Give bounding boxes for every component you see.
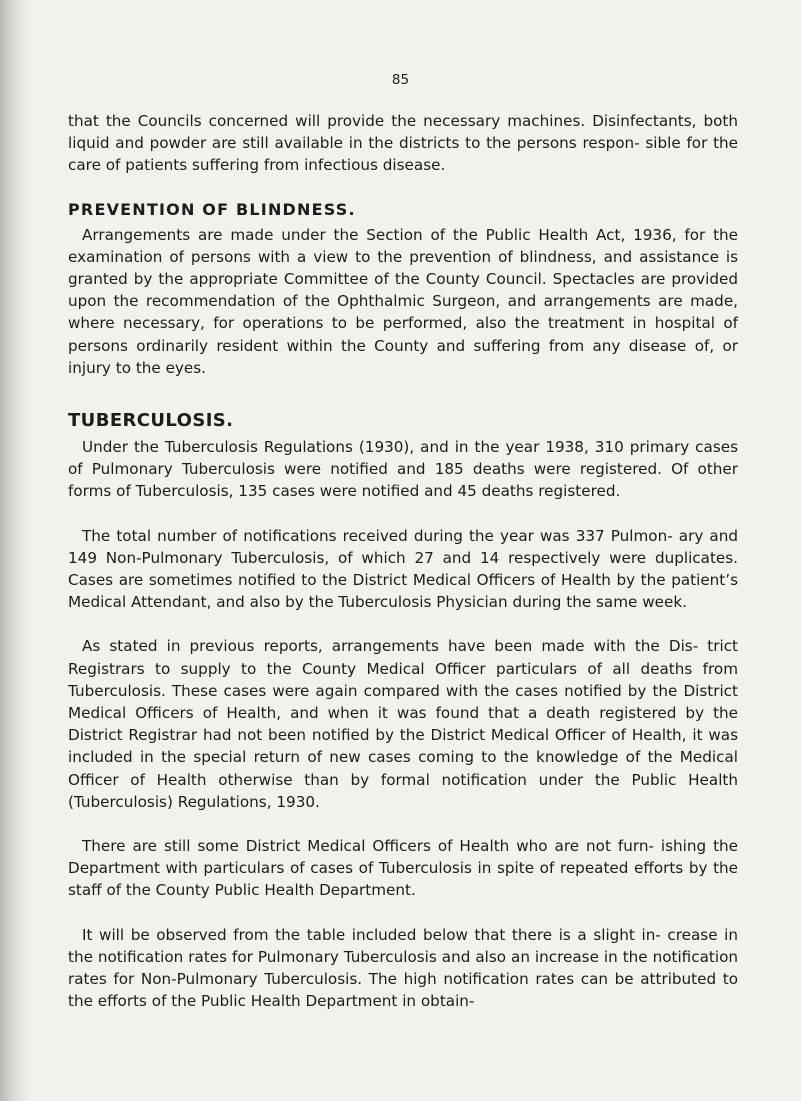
section-heading-tuberculosis: TUBERCULOSIS. xyxy=(68,410,234,432)
intro-paragraph: that the Councils concerned will provide the necessary machines. Disinfectants, both liquid and powder are still available in the districts to the persons respon- sible for the care of patients suffering from infectious disease. xyxy=(68,112,738,175)
tuberculosis-paragraph-3: As stated in previous reports, arrangements have been made with the Dis- trict Registrars to supply to the County Medical Officer particulars of all deaths from Tuberculosis. These cases were again compared with the cases notified by the District Medical Officers of Health, and when it was found that a death registered by the District Registrar had not been notified by the District Medical Officer of Health, it was included in the special return of new cases coming to the knowledge of the Medical Officer of Health otherwise than by formal notification under the Public Health (Tuberculosis) Regulations, 1930. xyxy=(68,637,738,811)
section-heading-prevention-of-blindness: PREVENTION OF BLINDNESS. xyxy=(68,199,356,219)
document-body xyxy=(68,110,738,1013)
page-number: 85 xyxy=(391,72,410,88)
blindness-paragraph: Arrangements are made under the Section of the Public Health Act, 1936, for the examination of persons with a view to the prevention of blindness, and assistance is granted by the appropriate Committee of the County Council. Spectacles are provided upon the recommendation of the Ophthalmic Surgeon, and arrangements are made, where necessary, for operations to be performed, also the treatment in hospital of persons ordinarily resident within the County and suffering from any disease of, or injury to the eyes. xyxy=(68,225,738,377)
tuberculosis-paragraph-5: It will be observed from the table included below that there is a slight in- crease in the notification rates for Pulmonary Tuberculosis and also an increase in the notification rates for Non-Pulmonary Tuberculosis. The high notification rates can be attributed to the efforts of the Public Health Department in obtain- xyxy=(68,925,738,1011)
tuberculosis-paragraph-1: Under the Tuberculosis Regulations (1930), and in the year 1938, 310 primary cases of Pulmonary Tuberculosis were notified and 185 deaths were registered. Of other forms of Tuberculosis, 135 cases were notified and 45 deaths registered. xyxy=(68,438,738,501)
tuberculosis-paragraph-2: The total number of notifications received during the year was 337 Pulmon- ary and 149 Non-Pulmonary Tuberculosis, of which 27 and 14 respectively were duplicates. Cases are sometimes notified to the District Medical Officers of Health by the patient’s Medical Attendant, and also by the Tuberculosis Physician during the same week. xyxy=(68,526,738,612)
tuberculosis-paragraph-4: There are still some District Medical Officers of Health who are not furn- ishing the Department with particulars of cases of Tuberculosis in spite of repeated efforts by the staff of the County Public Health Department. xyxy=(68,837,738,900)
scan-binding-shadow xyxy=(0,0,34,1101)
